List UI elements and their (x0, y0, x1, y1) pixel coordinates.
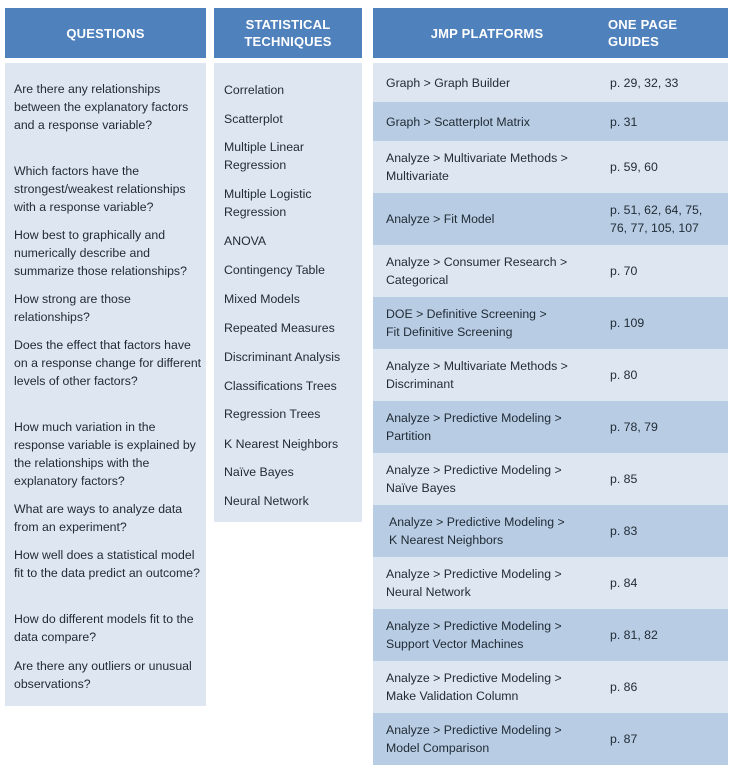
technique-item: Regression Trees (224, 407, 321, 421)
question-item: How much variation in the response variable is explained by the relationships with the explanatory factors? (14, 420, 196, 488)
platforms-header-label: JMP PLATFORMS (430, 25, 544, 41)
guide-cell: p. 85 (610, 472, 638, 486)
platform-cell: Analyze > Predictive Modeling > Model Comparison (386, 723, 562, 755)
platform-row (373, 141, 728, 193)
guides-header-line2: GUIDES (608, 34, 660, 49)
technique-item: ANOVA (224, 234, 267, 248)
question-item: Which factors have the strongest/weakest relationships with a response variable? (14, 164, 186, 214)
platform-cell: Analyze > Predictive Modeling > Naïve Bayes (386, 463, 562, 495)
question-item: Are there any relationships between the explanatory factors and a response variable? (14, 82, 189, 132)
platform-row (373, 505, 728, 557)
platform-cell: Analyze > Predictive Modeling > K Nearest Neighbors (389, 515, 565, 547)
guide-cell: p. 87 (610, 732, 638, 746)
platform-row (373, 401, 728, 453)
question-item: How do different models fit to the data compare? (14, 612, 194, 644)
question-item: How well does a statistical model fit to the data predict an outcome? (14, 548, 200, 580)
technique-item: Contingency Table (224, 263, 325, 277)
technique-item: Neural Network (224, 494, 309, 508)
platforms-header (373, 8, 601, 58)
platform-row (373, 102, 728, 141)
question-item: Are there any outliers or unusual observations? (14, 659, 192, 691)
platform-cell: Graph > Graph Builder (386, 75, 511, 90)
technique-item: Mixed Models (224, 292, 300, 306)
technique-item: Naïve Bayes (224, 465, 294, 479)
guide-cell: p. 80 (610, 368, 638, 382)
platform-cell: Analyze > Multivariate Methods > Multivariate (386, 151, 568, 183)
platform-cell: DOE > Definitive Screening > Fit Definitive Screening (386, 307, 547, 339)
guide-cell: p. 70 (610, 264, 638, 278)
guide-cell: p. 59, 60 (610, 160, 658, 174)
technique-item: Repeated Measures (224, 321, 335, 335)
question-item: How strong are those relationships? (14, 292, 131, 324)
questions-header-label: QUESTIONS (66, 25, 145, 41)
questions-header (5, 8, 206, 58)
platform-cell: Analyze > Fit Model (386, 212, 495, 226)
technique-item: Scatterplot (224, 112, 283, 126)
technique-item: Multiple Linear Regression (224, 140, 304, 172)
platform-cell: Graph > Scatterplot Matrix (386, 114, 530, 129)
platform-row (373, 297, 728, 349)
techniques-header (214, 8, 362, 58)
platform-row (373, 609, 728, 661)
platform-cell: Analyze > Predictive Modeling > Neural Network (386, 567, 562, 599)
platform-row (373, 193, 728, 245)
platform-row (373, 557, 728, 609)
platform-cell: Analyze > Predictive Modeling > Support Vector Machines (386, 619, 562, 651)
guide-cell: p. 83 (610, 524, 638, 538)
guide-cell: p. 31 (610, 114, 638, 129)
technique-item: Correlation (224, 83, 285, 97)
technique-item: Discriminant Analysis (224, 350, 341, 364)
guide-cell: p. 86 (610, 680, 638, 694)
guide-cell: p. 78, 79 (610, 420, 658, 434)
question-item: What are ways to analyze data from an experiment? (14, 502, 183, 534)
guide-cell: p. 29, 32, 33 (610, 75, 679, 90)
platform-row (373, 245, 728, 297)
guide-cell: p. 81, 82 (610, 628, 658, 642)
guide-cell: p. 84 (610, 576, 638, 590)
technique-item: Classifications Trees (224, 379, 337, 393)
platform-row (373, 661, 728, 713)
guides-header-line1: ONE PAGE (608, 17, 678, 32)
technique-item: K Nearest Neighbors (224, 437, 339, 451)
techniques-panel (214, 63, 362, 522)
techniques-header-line1: STATISTICAL (245, 17, 331, 32)
guides-header (601, 8, 728, 58)
platform-cell: Analyze > Predictive Modeling > Partition (386, 411, 562, 443)
platform-row (373, 713, 728, 765)
question-item: How best to graphically and numerically describe and summarize those relationships? (14, 228, 187, 278)
platform-row (373, 349, 728, 401)
questions-panel (5, 63, 206, 706)
technique-item: Multiple Logistic Regression (224, 187, 312, 219)
platform-row (373, 453, 728, 505)
platform-cell: Analyze > Multivariate Methods > Discriminant (386, 359, 568, 391)
guide-cell: p. 51, 62, 64, 75, 76, 77, 105, 107 (610, 203, 703, 235)
platform-cell: Analyze > Predictive Modeling > Make Validation Column (386, 671, 562, 703)
platform-row (373, 63, 728, 102)
platform-cell: Analyze > Consumer Research > Categorical (386, 255, 568, 287)
techniques-header-line2: TECHNIQUES (244, 34, 332, 49)
question-item: Does the effect that factors have on a response change for different levels of other factors? (14, 338, 202, 388)
guide-cell: p. 109 (610, 316, 645, 330)
